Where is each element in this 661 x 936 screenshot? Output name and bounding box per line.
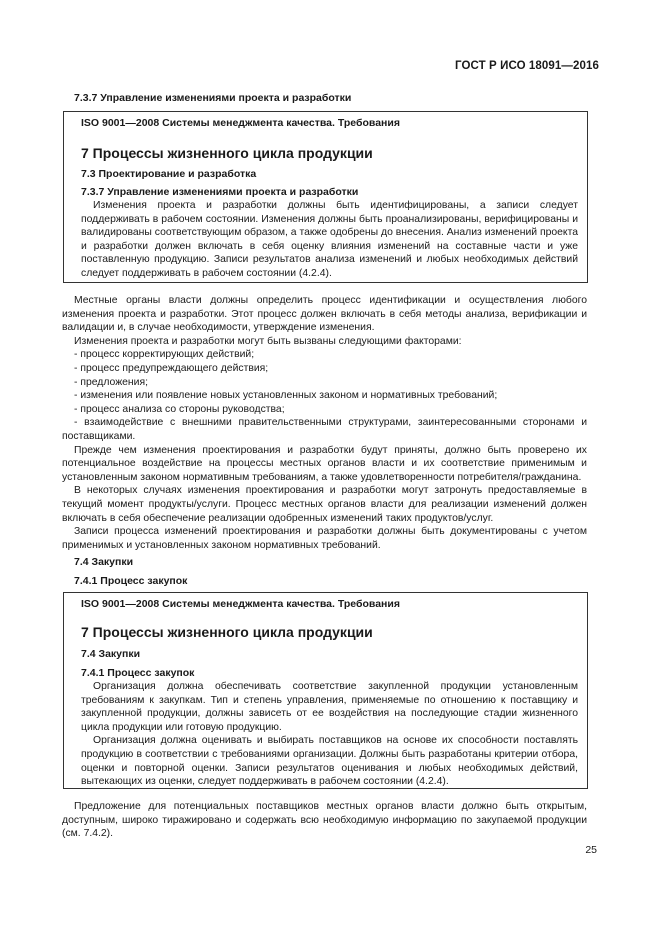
box-title: ISO 9001—2008 Системы менеджмента качества. Требования	[81, 117, 400, 129]
box-text	[81, 680, 578, 789]
list-item: - процесс корректирующих действий;	[74, 349, 255, 361]
iso-quote-box-737	[63, 111, 588, 283]
section-741-body	[62, 800, 587, 841]
factor-list	[62, 348, 587, 416]
document-id: ГОСТ Р ИСО 18091—2016	[454, 60, 599, 72]
paragraph: Местные органы власти должны определить процесс идентификации и осуществления любого изменения проекта и разработки. Этот процесс должен включать в себя методы анализа, верификации и валидации и, в случае необходимости, утверждение изменения.	[62, 295, 587, 334]
box-title: ISO 9001—2008 Системы менеджмента качества. Требования	[81, 598, 400, 610]
box-text: Изменения проекта и разработки должны быть идентифицированы, а записи следует поддерживать в рабочем состоянии. Изменения должны быть проанализированы, верифицированы и валидированы соответствующим образом, а также одобрены до внесения. Анализ изменений проекта и разработки должен включать в себя оценку влияния изменений на составные части и уже поставленную продукцию. Записи результатов анализа изменений и любых необходимых действий следует поддерживать в рабочем состоянии (4.2.4).	[81, 200, 578, 279]
paragraph: Изменения проекта и разработки могут быть вызваны следующими факторами:	[74, 335, 462, 347]
paragraph: Организация должна обеспечивать соответствие закупленной продукции установленным требованиям к закупкам. Тип и степень управления, применяемые по отношению к поставщику и закупленной продукции, должны зависеть от ее воздействия на последующие стадии жизненного цикла продукции или готовую продукцию.	[81, 681, 578, 733]
paragraph: Предложение для потенциальных поставщиков местных органов власти должно быть открытым, доступным, широко тиражировано и содержать всю необходимую информацию по закупаемой продукции (см. 7.4.2).	[62, 801, 587, 840]
section-heading-737: 7.3.7 Управление изменениями проекта и разработки	[74, 92, 352, 104]
paragraph: Организация должна оценивать и выбирать поставщиков на основе их способности поставлять продукцию в соответствии с требованиями организации. Должны быть разработаны критерии отбора, оценки и повторной оценки. Записи результатов оценивания и любых необходимых действий, вытекающих из оценки, следует поддерживать в рабочем состоянии (4.2.4).	[81, 735, 578, 788]
section-heading-741: 7.4.1 Процесс закупок	[74, 575, 188, 587]
list-item: - предложения;	[74, 376, 148, 388]
list-item: - процесс предупреждающего действия;	[74, 362, 269, 374]
paragraph: Записи процесса изменений проектирования и разработки должны быть документированы с учетом применимых и установленных законом нормативных требований.	[62, 526, 587, 551]
box-subheading-741: 7.4.1 Процесс закупок	[81, 667, 195, 679]
box-chapter-heading: 7 Процессы жизненного цикла продукции	[81, 145, 373, 161]
list-item: - процесс анализа со стороны руководства;	[74, 403, 285, 415]
section-737-body	[62, 294, 587, 552]
list-item: - изменения или появление новых установленных законом и нормативных требований;	[74, 390, 498, 402]
paragraph: В некоторых случаях изменения проектирования и разработки могут затронуть предоставляемые в текущий момент продукты/услуги. Процесс местных органов власти для реализации изменений должен включать в себя обеспечение реализации одобренных изменений таких продуктов/услуг.	[62, 485, 587, 524]
paragraph: Прежде чем изменения проектирования и разработки будут приняты, должно быть проверено их потенциальное воздействие на процессы местных органов власти и их соответствие применимым и установленным законом нормативным требованиям, а также удовлетворенности потребителя/гражданина.	[62, 444, 587, 483]
box-subheading-74: 7.4 Закупки	[81, 648, 141, 660]
iso-quote-box-741	[63, 592, 588, 789]
box-chapter-heading: 7 Процессы жизненного цикла продукции	[81, 624, 373, 640]
box-subheading-737: 7.3.7 Управление изменениями проекта и разработки	[81, 186, 359, 198]
list-item-last: - взаимодействие с внешними правительственными структурами, заинтересованными сторонами и поставщиками.	[62, 417, 587, 442]
box-subheading-73: 7.3 Проектирование и разработка	[81, 168, 257, 180]
section-heading-74: 7.4 Закупки	[74, 556, 134, 568]
page-number: 25	[585, 844, 597, 856]
